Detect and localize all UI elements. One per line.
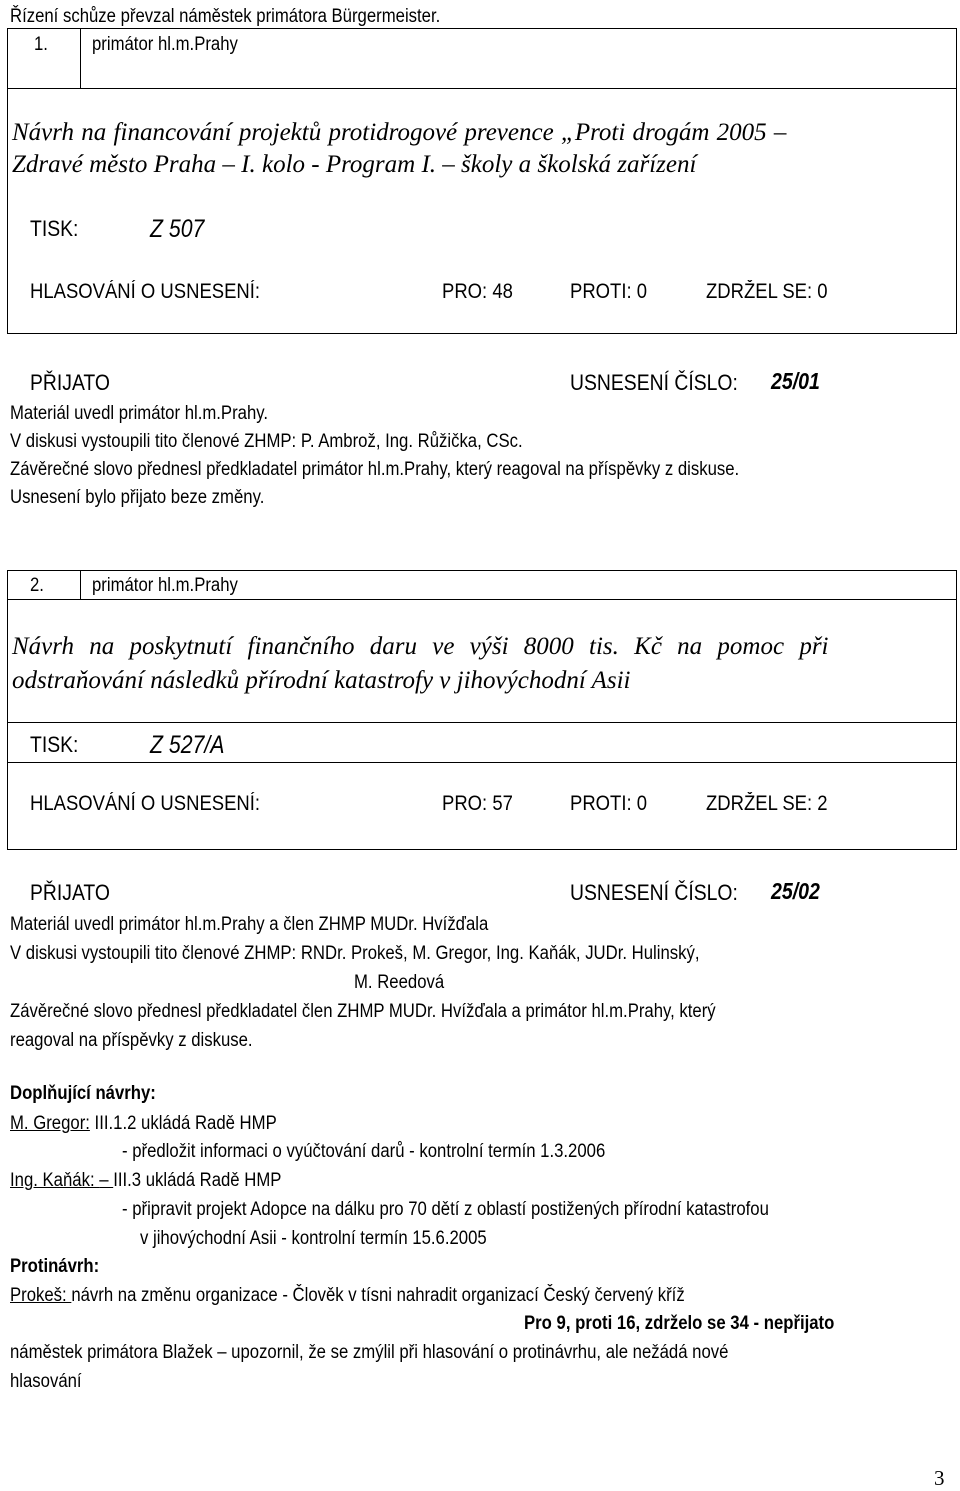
item2-tisk-label: TISK: bbox=[30, 732, 79, 757]
item1-note-1: V diskusi vystoupili tito členové ZHMP: P. Ambrož, Ing. Růžička, CSc. bbox=[10, 431, 523, 452]
item2-resolution-number: 25/02 bbox=[771, 878, 820, 904]
item2-note-0: Materiál uvedl primátor hl.m.Prahy a člen ZHMP MUDr. Hvížďala bbox=[10, 914, 489, 935]
item1-vote-pro: PRO: 48 bbox=[442, 280, 513, 303]
item2-tisk-value: Z 527/A bbox=[150, 731, 225, 759]
item1-title-line1: Návrh na financování projektů protidrogové prevence „Proti drogám 2005 – bbox=[12, 119, 787, 146]
item2-vote-proti: PROTI: 0 bbox=[570, 792, 648, 815]
item2-resolution-label: USNESENÍ ČÍSLO: bbox=[570, 880, 738, 905]
proposal2-text1: - připravit projekt Adopce na dálku pro 70 dětí z oblastí postižených přírodní katastrofou bbox=[122, 1199, 769, 1220]
proposal1-text: - předložit informaci o vyúčtování darů - kontrolní termín 1.3.2006 bbox=[122, 1141, 606, 1162]
item2-title-line2: odstraňování následků přírodní katastrofy v jihovýchodní Asii bbox=[12, 667, 631, 694]
counter-heading: Protinávrh: bbox=[10, 1256, 100, 1277]
page-number: 3 bbox=[934, 1466, 945, 1490]
item2-title-divider bbox=[7, 722, 957, 723]
proposal2-dash: – bbox=[99, 1170, 114, 1191]
item2-presenter: primátor hl.m.Prahy bbox=[92, 575, 238, 596]
item1-title-line2: Zdravé město Praha – I. kolo - Program I. – školy a školská zařízení bbox=[12, 151, 697, 178]
item1-tisk-value: Z 507 bbox=[150, 215, 205, 243]
item2-vote-pro: PRO: 57 bbox=[442, 792, 513, 815]
counter-author: Prokeš: bbox=[10, 1285, 72, 1306]
closing-line2: hlasování bbox=[10, 1371, 82, 1392]
item2-note-4: reagoval na příspěvky z diskuse. bbox=[10, 1030, 253, 1051]
counter-line bbox=[10, 1285, 685, 1307]
item2-vote-abstain: ZDRŽEL SE: 2 bbox=[706, 792, 828, 815]
item2-number: 2. bbox=[30, 575, 44, 596]
proposal1-ref: III.1.2 ukládá Radě HMP bbox=[89, 1113, 277, 1134]
item2-note-1: V diskusi vystoupili tito členové ZHMP: RNDr. Prokeš, M. Gregor, Ing. Kaňák, JUDr. Hulinský, bbox=[10, 943, 700, 964]
intro-line: Řízení schůze převzal náměstek primátora Bürgermeister. bbox=[10, 6, 441, 27]
item1-presenter: primátor hl.m.Prahy bbox=[92, 34, 238, 55]
item2-tisk-divider bbox=[7, 762, 957, 763]
proposal2-text2: v jihovýchodní Asii - kontrolní termín 15.6.2005 bbox=[140, 1228, 487, 1249]
item1-header-divider bbox=[7, 88, 957, 89]
proposal2-author: Ing. Kaňák: bbox=[10, 1170, 100, 1191]
counter-text: návrh na změnu organizace - Člověk v tísni nahradit organizací Český červený kříž bbox=[71, 1285, 685, 1306]
item1-vote-abstain: ZDRŽEL SE: 0 bbox=[706, 280, 828, 303]
item1-note-0: Materiál uvedl primátor hl.m.Prahy. bbox=[10, 403, 269, 424]
proposal1-line bbox=[10, 1113, 277, 1135]
item1-tisk-label: TISK: bbox=[30, 216, 79, 241]
supplementary-heading: Doplňující návrhy: bbox=[10, 1083, 156, 1104]
item1-number: 1. bbox=[34, 34, 48, 55]
item2-vote-label: HLASOVÁNÍ O USNESENÍ: bbox=[30, 792, 261, 815]
proposal2-ref: III.3 ukládá Radě HMP bbox=[113, 1170, 282, 1191]
closing-line1: náměstek primátora Blažek – upozornil, že se zmýlil při hlasování o protinávrhu, ale nežádá nové bbox=[10, 1342, 729, 1363]
item1-vote-label: HLASOVÁNÍ O USNESENÍ: bbox=[30, 280, 261, 303]
item2-note-3: Závěrečné slovo přednesl předkladatel člen ZHMP MUDr. Hvížďala a primátor hl.m.Prahy, který bbox=[10, 1001, 716, 1022]
proposal2-line bbox=[10, 1170, 281, 1192]
proposal1-author: M. Gregor: bbox=[10, 1113, 90, 1134]
counter-result: Pro 9, proti 16, zdrželo se 34 - nepřijato bbox=[524, 1313, 835, 1334]
item1-note-3: Usnesení bylo přijato beze změny. bbox=[10, 487, 265, 508]
item1-result: PŘIJATO bbox=[30, 370, 110, 395]
item1-resolution-label: USNESENÍ ČÍSLO: bbox=[570, 370, 738, 395]
item2-result: PŘIJATO bbox=[30, 880, 110, 905]
item2-title-line1: Návrh na poskytnutí finančního daru ve výši 8000 tis. Kč na pomoc při bbox=[12, 633, 829, 660]
item2-note-2: M. Reedová bbox=[354, 972, 445, 993]
item1-note-2: Závěrečné slovo přednesl předkladatel primátor hl.m.Prahy, který reagoval na příspěvky z diskuse. bbox=[10, 459, 740, 480]
item1-vote-proti: PROTI: 0 bbox=[570, 280, 648, 303]
item1-number-divider bbox=[80, 28, 81, 88]
item1-resolution-number: 25/01 bbox=[771, 368, 820, 394]
item2-header-divider bbox=[7, 599, 957, 600]
item2-number-divider bbox=[80, 570, 81, 599]
